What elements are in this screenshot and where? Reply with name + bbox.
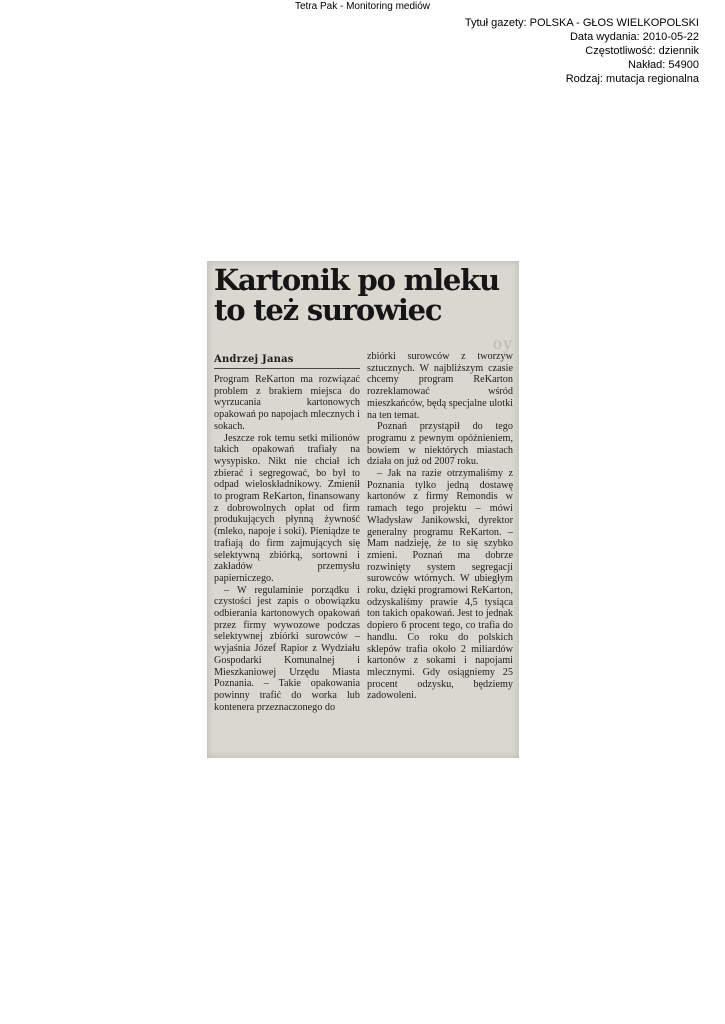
circulation: Nakład: 54900 — [628, 59, 699, 71]
article-author: Andrzej Janas — [214, 354, 360, 369]
paragraph: – Jak na razie otrzymaliśmy z Poznania tylko jedną dostawę kartonów z firmy Remondis w ramach tego projektu – mówi Władysław Janikowski, dyrektor generalny programu ReKarton. – Mam nadzieję, że to się szybko zmieni. Poznań ma dobrze rozwinięty system segregacji surowców wtórnych. W ubiegłym roku, dzięki programowi ReKarton, odzyskaliśmy prawie 4,5 tysiąca ton takich opakowań. Jest to jednak dopiero 6 procent tego, co trafia do handlu. Co roku do polskich sklepów trafia około 2 miliardów kartonów z sokami i napojami mlecznymi. Gdy osiągniemy 25 procent odzysku, będziemy zadowoleni. — [367, 468, 513, 702]
paragraph: Program ReKarton ma rozwiązać problem z brakiem miejsca do wyrzucania kartonowych opakowań po napojach mlecznych i sokach. — [214, 374, 360, 432]
article-column-right — [367, 351, 513, 702]
frequency: Częstotliwość: dziennik — [585, 45, 699, 57]
paragraph: Poznań przystąpił do tego programu z pewnym opóźnieniem, bowiem w niektórych miastach działa on już od 2007 roku. — [367, 421, 513, 468]
headline-line-1: Kartonik po mleku — [214, 263, 499, 297]
newspaper-title: Tytuł gazety: POLSKA - GŁOS WIELKOPOLSKI — [464, 17, 699, 29]
publication-metadata — [465, 16, 699, 86]
bleed-through-text: oy — [493, 333, 513, 353]
article-column-left — [214, 354, 360, 713]
edition-type: Rodzaj: mutacja regionalna — [565, 73, 699, 85]
paragraph: – W regulaminie porządku i czystości jest zapis o obowiązku odbierania kartonowych opakowań przez firmy wywozowe podczas selektywnej zbiórki surowców – wyjaśnia Józef Rapior z Wydziału Gospodarki Komunalnej i Mieszkaniowej Urzędu Miasta Poznania. – Takie opakowania powinny trafić do worka lub kontenera przeznaczonego do — [214, 584, 360, 713]
headline-line-2: to też surowiec — [214, 293, 442, 327]
issue-date: Data wydania: 2010-05-22 — [569, 31, 699, 43]
newspaper-clipping — [207, 261, 519, 758]
paragraph: zbiórki surowców z tworzyw sztucznych. W najbliższym czasie chcemy program ReKarton rozreklamować wśród mieszkańców, będą specjalne ulotki na ten temat. — [367, 351, 513, 421]
article-headline — [214, 265, 514, 325]
monitoring-service-title: Tetra Pak - Monitoring mediów — [294, 1, 431, 12]
paragraph: Jeszcze rok temu setki milionów takich opakowań trafiały na wysypisko. Nikt nie chciał ich zbierać i segregować, bo był to odpad wieloskładnikowy. Zmienił to program ReKarton, finansowany z dobrowolnych opłat od firm produkujących płynną żywność (mleko, napoje i soki). Pieniądze te trafiają do firm zajmujących się selektywną zbiórką, sortowni i zakładów przemysłu papierniczego. — [214, 432, 360, 584]
